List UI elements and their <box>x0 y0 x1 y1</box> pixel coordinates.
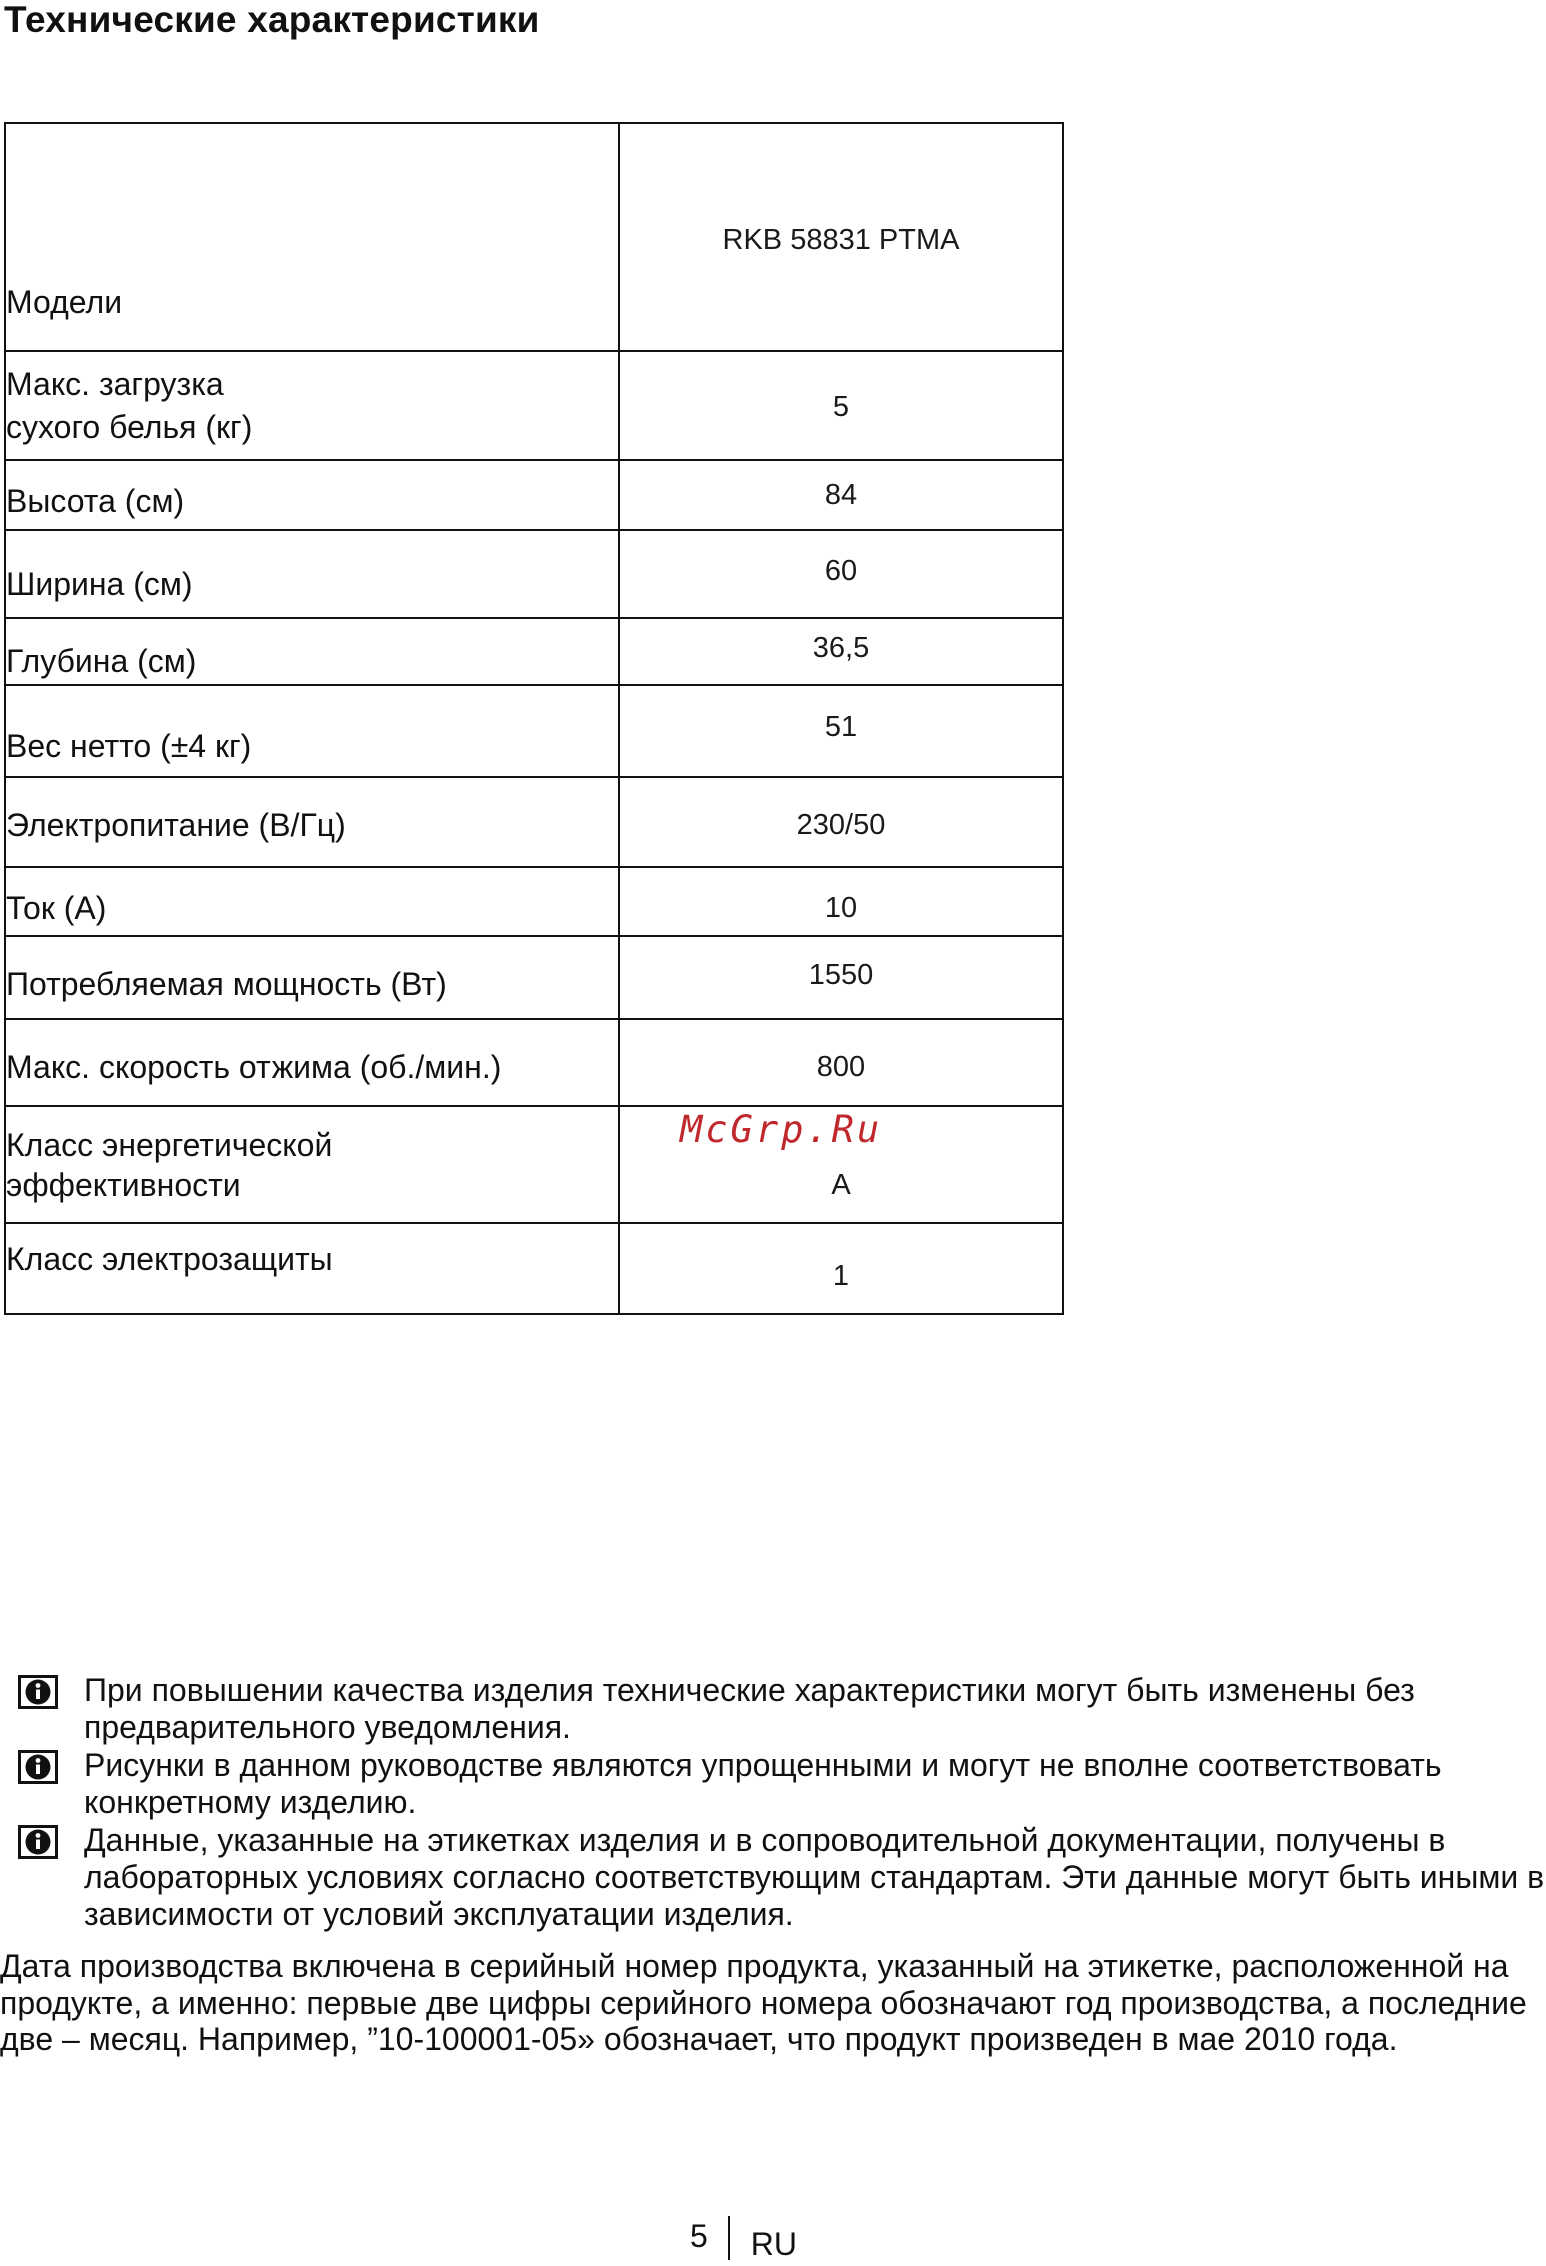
row-value: 84 <box>619 460 1063 530</box>
row-value: 1550 <box>619 936 1063 1019</box>
row-label: Макс. скорость отжима (об./мин.) <box>5 1019 619 1106</box>
note-text: При повышении качества изделия технические характеристики могут быть изменены без предварительного уведомления. <box>84 1672 1415 1745</box>
table-row <box>5 530 1063 618</box>
specifications-table <box>4 122 1064 1315</box>
row-value: 51 <box>619 685 1063 777</box>
page-footer <box>690 2216 797 2260</box>
row-label: Макс. загрузка сухого белья (кг) <box>5 351 619 460</box>
table-header-row <box>5 123 1063 351</box>
table-row <box>5 460 1063 530</box>
note-item <box>18 1672 1546 1746</box>
row-label: Вес нетто (±4 кг) <box>5 685 619 777</box>
watermark: McGrp.Ru <box>680 1108 883 1151</box>
row-value: 800 <box>619 1019 1063 1106</box>
models-label: Модели <box>5 123 619 351</box>
table-row <box>5 1019 1063 1106</box>
notes-list <box>18 1672 1546 1934</box>
note-item <box>18 1822 1546 1933</box>
table-row <box>5 1223 1063 1314</box>
table-row <box>5 777 1063 867</box>
row-label: Глубина (см) <box>5 618 619 685</box>
table-row <box>5 351 1063 460</box>
row-label: Класс энергетической эффективности <box>5 1106 619 1223</box>
row-label: Ток (А) <box>5 867 619 936</box>
page-title: Технические характеристики <box>4 0 540 40</box>
row-label: Потребляемая мощность (Вт) <box>5 936 619 1019</box>
row-value: 5 <box>619 351 1063 460</box>
row-value: 1 <box>619 1223 1063 1314</box>
page-number: 5 <box>690 2218 708 2254</box>
row-label: Электропитание (В/Гц) <box>5 777 619 867</box>
row-label: Ширина (см) <box>5 530 619 618</box>
row-value: A <box>619 1106 1063 1223</box>
model-name: RKB 58831 PTMA <box>619 123 1063 351</box>
info-icon <box>18 1750 58 1784</box>
production-date-paragraph: Дата производства включена в серийный номер продукта, указанный на этикетке, расположенной на продукте, а именно: первые две цифры серийного номера обозначают год производства, а последние две – месяц. Например, ”10-100001-05» обозначает, что продукт произведен в мае 2010 года. <box>0 1948 1527 2057</box>
note-text: Данные, указанные на этикетках изделия и в сопроводительной документации, получены в лабораторных условиях согласно соответствующим стандартам. Эти данные могут быть иными в зависимости от условий эксплуатации изделия. <box>84 1822 1545 1932</box>
row-value: 36,5 <box>619 618 1063 685</box>
table-row <box>5 618 1063 685</box>
row-value: 60 <box>619 530 1063 618</box>
table-row <box>5 685 1063 777</box>
table-row <box>5 936 1063 1019</box>
row-value: 10 <box>619 867 1063 936</box>
note-text: Рисунки в данном руководстве являются упрощенными и могут не вполне соответствовать конкретному изделию. <box>84 1747 1442 1820</box>
info-icon <box>18 1675 58 1709</box>
row-value: 230/50 <box>619 777 1063 867</box>
footer-divider <box>728 2216 730 2260</box>
table-row <box>5 1106 1063 1223</box>
info-icon <box>18 1825 58 1859</box>
row-label: Высота (см) <box>5 460 619 530</box>
note-item <box>18 1747 1546 1821</box>
table-row <box>5 867 1063 936</box>
language-code: RU <box>750 2226 798 2262</box>
row-label: Класс электрозащиты <box>5 1223 619 1314</box>
